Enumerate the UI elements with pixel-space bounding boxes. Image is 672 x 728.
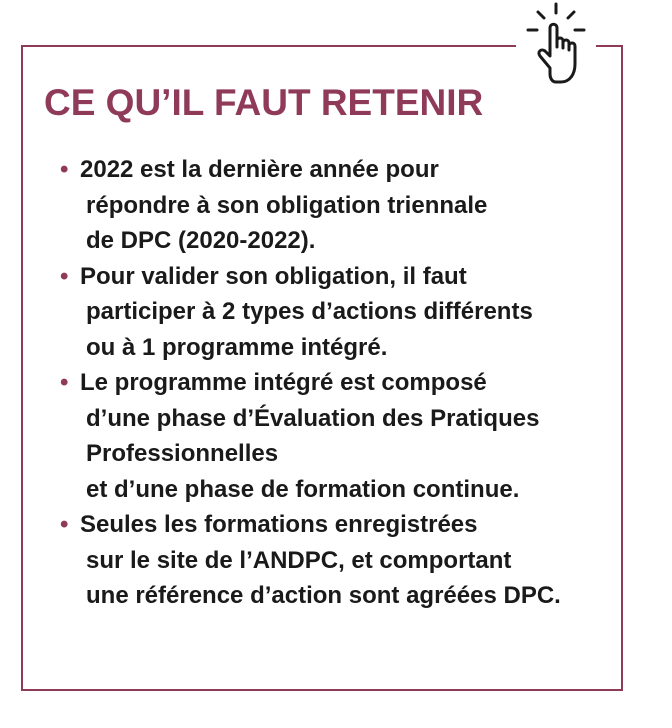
list-item-line: Seules les formations enregistrées [80, 511, 478, 538]
list-item-line: sur le site de l’ANDPC, et comportant [86, 546, 512, 574]
list-item [60, 507, 606, 614]
list-item-line: d’une phase d’Évaluation des Pratiques [86, 404, 540, 432]
list-item-line: de DPC (2020-2022). [86, 227, 316, 254]
list-item-line: Pour valider son obligation, il faut [80, 262, 467, 290]
list-item-line: et d’une phase de formation continue. [86, 475, 520, 503]
list-item-line: 2022 est la dernière année pour [80, 156, 439, 183]
box-title: CE QU’IL FAUT RETENIR [44, 82, 484, 123]
pointer-hand-icon [516, 0, 596, 90]
bullet-icon: • [60, 369, 69, 396]
list-item-line: ou à 1 programme intégré. [86, 333, 388, 361]
list-item-line: Le programme intégré est composé [80, 369, 487, 396]
list-item-line: participer à 2 types d’actions différents [86, 298, 533, 325]
list-item-line: répondre à son obligation triennale [86, 191, 488, 219]
list-item [60, 365, 606, 507]
bullet-icon: • [60, 511, 69, 538]
bullet-icon: • [60, 262, 69, 290]
list-item [60, 152, 606, 259]
key-points-list [60, 152, 606, 614]
list-item [60, 259, 606, 366]
bullet-icon: • [60, 156, 69, 183]
list-item-line: une référence d’action sont agréées DPC. [86, 582, 561, 609]
list-item-line: Professionnelles [86, 440, 279, 467]
